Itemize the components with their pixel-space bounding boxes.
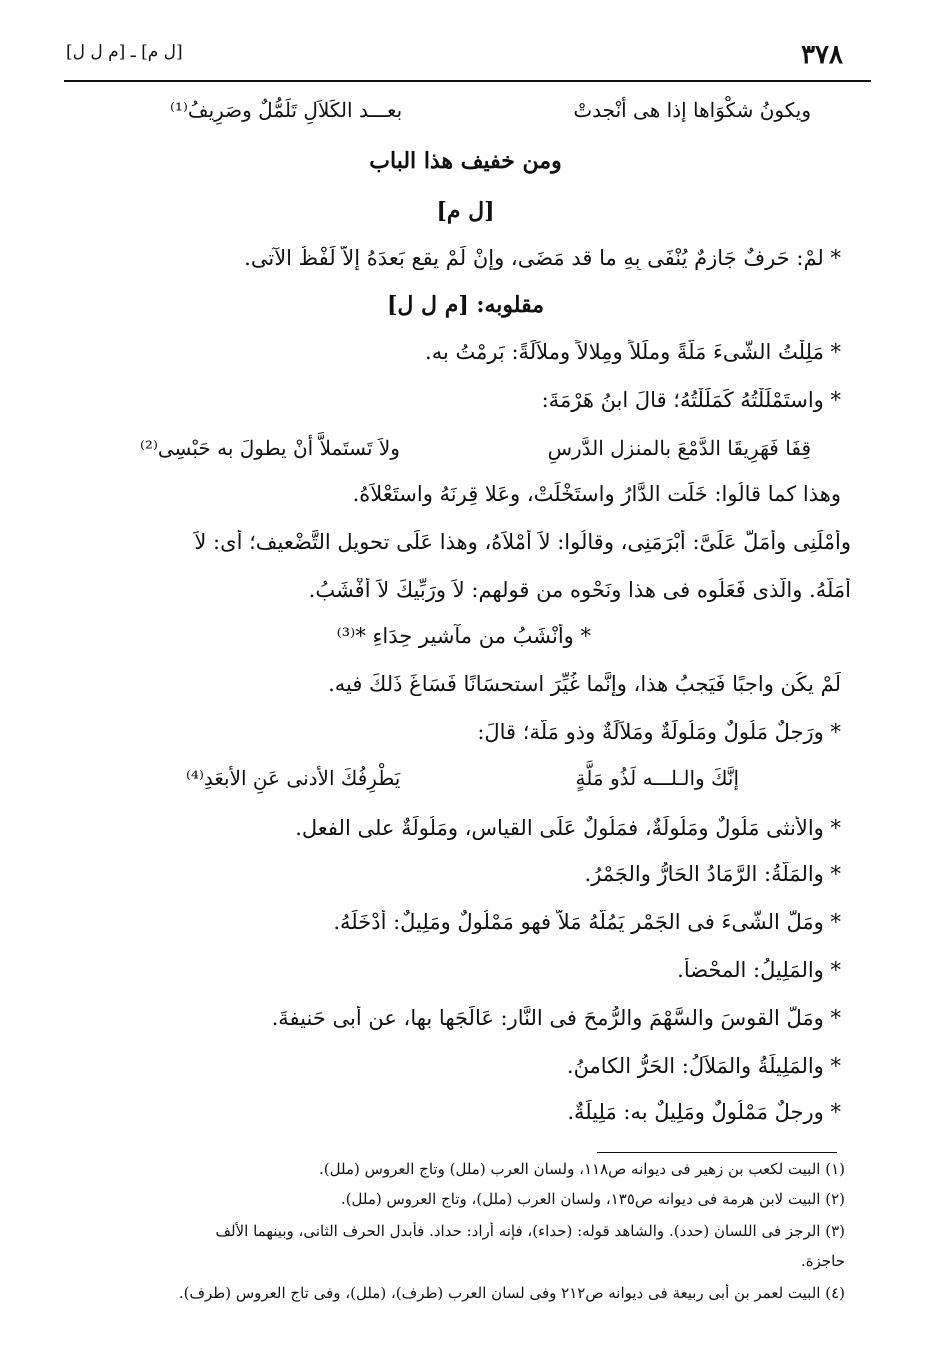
verse-3-second-hemistich: يَطْرِفُكَ الأدنى عَنِ الأبعَدِ⁽⁴⁾ — [186, 766, 401, 790]
footnote: (٤) البيت لعمر بن أبى ربيعة فى ديوانه ص٢١٢ وفى لسان العرب (طرف)، (ملل)، وفى تاج العروس (طرف). — [178, 1284, 845, 1302]
verse-2-second-hemistich: ولاَ تَستَملاَّ أنْ يطولَ به حَبْسِى⁽²⁾ — [140, 436, 400, 460]
page-number: ٣٧٨ — [801, 40, 843, 70]
verse-1-first-hemistich: ويكونُ شكْوَاها إذا هى أنْجدتْ — [573, 98, 811, 122]
text-line: وهذا كما قالُوا: خَلَت الدَّارُ واستَخْلَتْ، وعَلا قِرنَهُ واستَعْلاَهُ. — [352, 482, 841, 506]
verse-3 — [60, 766, 851, 796]
text-line: أمَلُّهُ. والّذى فَعَلُوه فى هذا ونَحْوه من قولهم: لاَ ورَبِّيكَ لاَ أفْشَبُ. — [308, 578, 851, 602]
text-line: * ومَلَّ الشَّىءَ فى الجَمْرِ يَمُلُّهُ مَلاًّ فهو مَمْلُولٌ ومَلِيلٌ: أدْخَلَهُ. — [333, 910, 841, 934]
text-line: * والمَلِيلُ: المحْضأُ. — [677, 958, 841, 982]
footnote: (٣) الرجز فى اللسان (حدد). والشاهد قوله: (حداء)، فإنه أراد: حداد. فأبدل الحرف الثانى، وبينهما الألف — [215, 1222, 845, 1240]
running-header: [ل م] ـ [م ل ل] — [66, 42, 183, 62]
text-line: لَمْ يكُن واجبًا فَيَجبُ هذا، وإنَّما غُيِّرَ استحسَانًا فَسَاغَ ذَلكَ فيه. — [328, 672, 841, 696]
verse-3-first-hemistich: إنَّكَ والـلـــه لَذُو مَلَّةٍ — [575, 766, 739, 790]
verse-2 — [60, 436, 851, 466]
text-line: * والأنثى مَلُولٌ ومَلُولَةٌ، فمَلُولٌ عَلَى القياسِ، ومَلُولَةٌ على الفعلِ. — [295, 816, 841, 840]
rajaz-verse: * وأنْشَبُ من مآشير حِدَاءِ *⁽³⁾ — [336, 624, 591, 648]
text-line: * واستَمْلَلْتُهُ كَمَلَلْتُهُ؛ قالَ ابنُ هَرْمَةَ: — [541, 388, 841, 412]
text-line: * والمَلِيلَةُ والمَلاَلُ: الحَرُّ الكامنُ. — [566, 1054, 841, 1078]
section-heading: ومن خفيف هذا الباب — [369, 148, 562, 174]
entry-heading-maqlub: مقلوبه: [م ل ل] — [387, 292, 544, 318]
footnote-rule — [597, 1152, 837, 1153]
footnote: (٢) البيت لابن هرمة فى ديوانه ص١٣٥، ولسان العرب (ملل)، وتاج العروس (ملل). — [340, 1190, 845, 1208]
text-line: * ومَلَّ القوسَ والسَّهْمَ والرُّمحَ فى النَّارِ: عَالَجَها بها، عن أبى حَنيفةَ. — [271, 1006, 841, 1030]
text-line: * مَلِلْتُ الشَّىءَ مَلَّةً وملَلاً ومِلالاً وملاَلَةً: بَرِمْتُ به. — [425, 340, 841, 364]
text-line: وأمْلَنِى وأمَلَّ عَلَىَّ: أبْرَمَنِى، وقالُوا: لاَ أمْلاَهُ، وهذا عَلَى تحويل التَّضْعيف؛ أى: لاَ — [194, 530, 851, 554]
text-line: * ورجلٌ مَمْلُولٌ ومَلِيلٌ به: مَلِيلَةٌ. — [567, 1100, 841, 1124]
text-line: * ورَجلٌ مَلُولٌ ومَلُولَةٌ ومَلاَلَةٌ وذو مَلَّة؛ قالَ: — [477, 720, 841, 744]
text-line: * والمَلَّةُ: الرَّمَادُ الحَارُّ والجَمْرُ. — [584, 862, 841, 886]
verse-2-first-hemistich: قِفَا فَهَرِيقَا الدَّمْعَ بالمنزل الدَّرسِ — [547, 436, 811, 460]
verse-1 — [60, 98, 851, 128]
footnote: (١) البيت لكعب بن زهير فى ديوانه ص١١٨، ولسان العرب (ملل) وتاج العروس (ملل). — [319, 1160, 845, 1178]
entry-heading-lm: [ل م] — [436, 198, 495, 224]
entry-lam-definition: * لمْ: حَرفٌ جَازمٌ يُنْفَى بِهِ ما قد مَضَى، وإنْ لَمْ يقع بَعدَهُ إلاَّ لَفْظُ الآتى. — [244, 246, 841, 270]
verse-1-second-hemistich: بعـــد الكَلاَلِ تَلَمُّلٌ وصَرِيفُ⁽¹⁾ — [170, 98, 403, 122]
footnote-continuation: حاجزة. — [800, 1252, 845, 1270]
header-rule — [64, 80, 871, 82]
